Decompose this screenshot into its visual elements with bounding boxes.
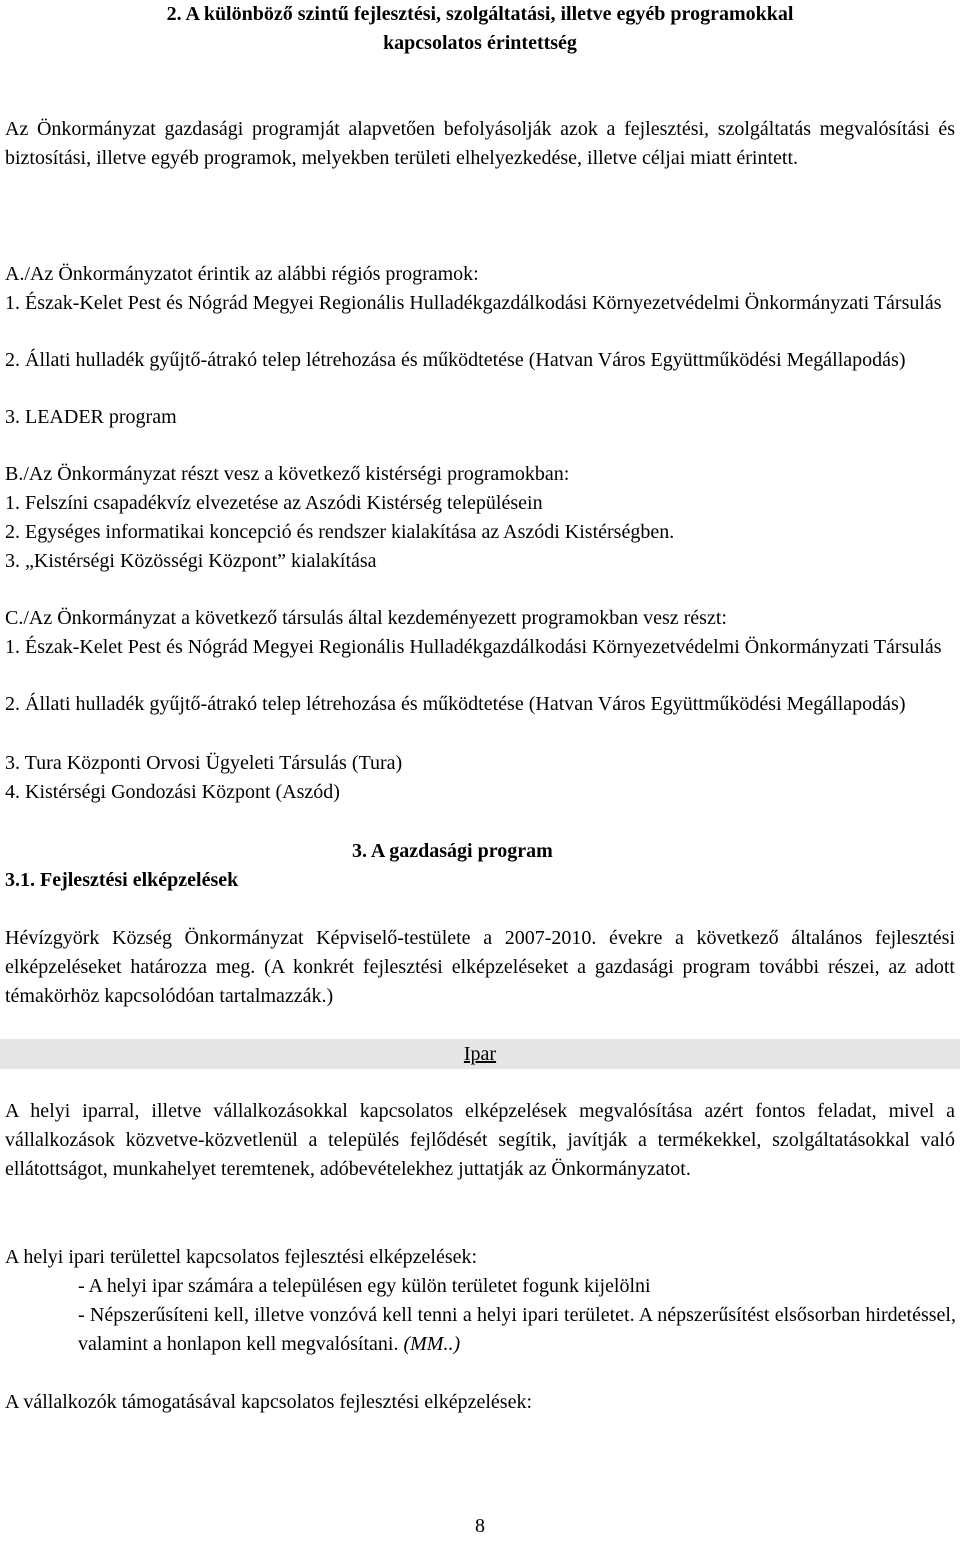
section-3-title: 3. A gazdasági program — [352, 840, 553, 862]
group-a-item-2: 2. Állati hulladék gyűjtő-átrakó telep létrehozása és működtetése (Hatvan Város Együttműködési Megállapodás) — [5, 349, 906, 371]
group-c-item-2: 2. Állati hulladék gyűjtő-átrakó telep létrehozása és működtetése (Hatvan Város Együttműködési Megállapodás) — [5, 693, 906, 715]
group-b-item-1: 1. Felszíni csapadékvíz elvezetése az Aszódi Kistérség településein — [5, 492, 543, 514]
group-a-heading: A./Az Önkormányzatot érintik az alábbi régiós programok: — [5, 263, 479, 285]
section-2-title-line1: 2. A különböző szintű fejlesztési, szolgáltatási, illetve egyéb programokkal — [166, 3, 794, 25]
group-b-item-2: 2. Egységes informatikai koncepció és rendszer kialakítása az Aszódi Kistérségben. — [5, 521, 675, 543]
group-c-item-1: 1. Észak-Kelet Pest és Nógrád Megyei Regionális Hulladékgazdálkodási Környezetvédelmi Önkormányzati Társulás — [5, 636, 942, 658]
section-3-intro: Hévízgyörk Község Önkormányzat Képviselő-testülete a 2007-2010. évekre a következő általános fejlesztési elképzeléseket határozza meg. (A konkrét fejlesztési elképzeléseket a gazdasági program további részei, az adott témakörhöz kapcsolódóan tartalmazzák.) — [5, 927, 955, 1007]
section-2-intro: Az Önkormányzat gazdasági programját alapvetően befolyásolják azok a fejlesztési, szolgáltatás megvalósítási és biztosítási, illetve egyéb programok, melyekben területi elhelyezkedése, illetve céljai miatt érintett. — [5, 118, 955, 169]
ipar-bullet-2 — [78, 1301, 956, 1359]
section-3-1-subtitle: 3.1. Fejlesztési elképzelések — [5, 869, 239, 891]
group-b-item-3: 3. „Kistérségi Közösségi Központ” kialakítása — [5, 550, 377, 572]
group-a-item-1: 1. Észak-Kelet Pest és Nógrád Megyei Regionális Hulladékgazdálkodási Környezetvédelmi Önkormányzati Társulás — [5, 292, 942, 314]
support-heading: A vállalkozók támogatásával kapcsolatos fejlesztési elképzelések: — [5, 1391, 533, 1413]
section-2-title — [0, 0, 960, 58]
group-c-item-4: 4. Kistérségi Gondozási Központ (Aszód) — [5, 781, 340, 803]
group-a-item-3: 3. LEADER program — [5, 406, 177, 428]
group-c-item-3: 3. Tura Központi Orvosi Ügyeleti Társulás (Tura) — [5, 752, 403, 774]
group-c-heading: C./Az Önkormányzat a következő társulás által kezdeményezett programokban vesz részt: — [5, 607, 727, 629]
ipar-list-heading: A helyi ipari területtel kapcsolatos fejlesztési elképzelések: — [5, 1246, 478, 1268]
ipar-bullet-2-text: - Népszerűsíteni kell, illetve vonzóvá kell tenni a helyi ipari területet. A népszerűsítést elsősorban hirdetéssel, valamint a honlapon kell megvalósítani. — [78, 1304, 956, 1355]
ipar-bullet-2-tag: (MM..) — [403, 1333, 461, 1355]
section-2-title-line2: kapcsolatos érintettség — [383, 32, 577, 54]
ipar-bullet-1: - A helyi ipar számára a településen egy külön területet fogunk kijelölni — [78, 1275, 651, 1297]
group-b-heading: B./Az Önkormányzat részt vesz a következő kistérségi programokban: — [5, 463, 570, 485]
page-number: 8 — [475, 1515, 485, 1537]
ipar-heading: Ipar — [463, 1043, 497, 1065]
ipar-paragraph: A helyi iparral, illetve vállalkozásokkal kapcsolatos elképzelések megvalósítása azért fontos feladat, mivel a vállalkozások közvetve-közvetlenül a település fejlődését segítik, javítják a termékekkel, szolgáltatásokkal való ellátottságot, munkahelyet teremtenek, adóbevételekhez juttatják az Önkormányzatot. — [5, 1100, 955, 1180]
